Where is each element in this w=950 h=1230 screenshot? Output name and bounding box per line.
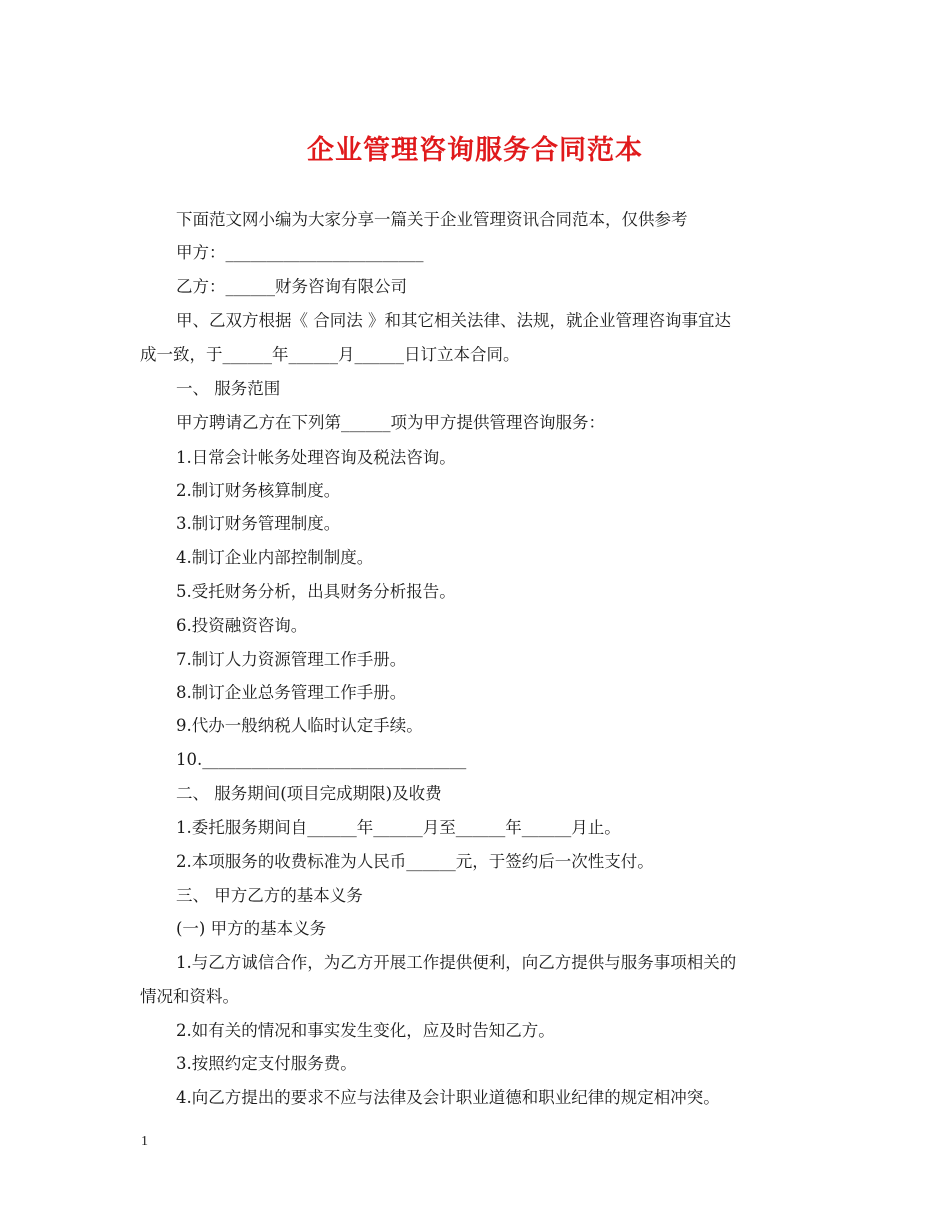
list-item-continuation: 情况和资料。 — [140, 987, 239, 1006]
party-a-line: 甲方：________________________ — [176, 243, 424, 262]
list-item: 4.制订企业内部控制制度。 — [176, 548, 374, 567]
preamble-line-2: 成一致，于______年______月______日订立本合同。 — [140, 345, 520, 364]
list-item: 9.代办一般纳税人临时认定手续。 — [176, 716, 423, 735]
page-title: 企业管理咨询服务合同范本 — [307, 135, 643, 166]
list-item: 10.________________________________ — [176, 750, 467, 769]
list-item: 2.制订财务核算制度。 — [176, 481, 341, 500]
section-1-intro: 甲方聘请乙方在下列第______项为甲方提供管理咨询服务： — [176, 413, 605, 432]
list-item: 1.与乙方诚信合作，为乙方开展工作提供便利，向乙方提供与服务事项相关的 — [176, 953, 737, 972]
preamble-line-1: 甲、乙双方根据《 合同法 》和其它相关法律、法规，就企业管理咨询事宜达 — [176, 311, 731, 330]
list-item: 4.向乙方提出的要求不应与法律及会计职业道德和职业纪律的规定相冲突。 — [176, 1088, 720, 1107]
section-heading-3: 三、 甲方乙方的基本义务 — [176, 886, 363, 905]
list-item: 2.本项服务的收费标准为人民币______元，于签约后一次性支付。 — [176, 852, 654, 871]
party-b-line: 乙方：______财务咨询有限公司 — [176, 277, 407, 296]
list-item: 1.日常会计帐务处理咨询及税法咨询。 — [176, 448, 456, 467]
list-item: 8.制订企业总务管理工作手册。 — [176, 683, 407, 702]
list-item: 3.制订财务管理制度。 — [176, 514, 341, 533]
section-heading-2: 二、 服务期间(项目完成期限)及收费 — [176, 784, 442, 803]
list-item: 7.制订人力资源管理工作手册。 — [176, 650, 407, 669]
section-heading-1: 一、 服务范围 — [176, 379, 281, 398]
intro-line: 下面范文网小编为大家分享一篇关于企业管理资讯合同范本，仅供参考 — [176, 210, 688, 229]
list-item: 5.受托财务分析，出具财务分析报告。 — [176, 582, 456, 601]
list-item: 6.投资融资咨询。 — [176, 616, 308, 635]
list-item: 1.委托服务期间自______年______月至______年______月止。 — [176, 818, 621, 837]
page-number: 1 — [141, 1134, 148, 1149]
list-item: 2.如有关的情况和事实发生变化，应及时告知乙方。 — [176, 1021, 555, 1040]
subsection-heading: (一) 甲方的基本义务 — [176, 919, 327, 938]
list-item: 3.按照约定支付服务费。 — [176, 1054, 357, 1073]
